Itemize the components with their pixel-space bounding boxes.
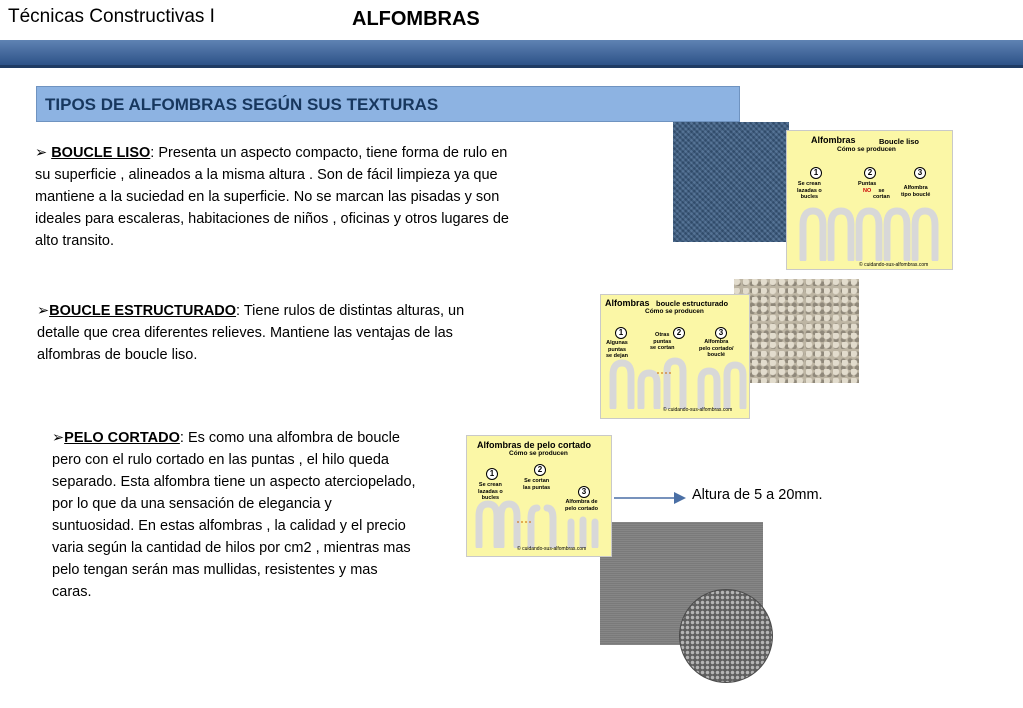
loops-illustration — [471, 498, 611, 548]
paragraph-boucle-estructurado — [37, 300, 467, 366]
page-title: ALFOMBRAS — [352, 8, 480, 30]
step-2-label-c: se cortan — [873, 187, 890, 200]
diagram-boucle-liso — [786, 130, 953, 270]
header-bar — [0, 40, 1023, 68]
step-3-icon: 3 — [914, 167, 926, 179]
diagram-copyright: © cuidando-sus-alfombras.com — [859, 262, 929, 268]
diagram-title: Alfombras de pelo cortado — [477, 440, 592, 450]
paragraph-pelo-cortado — [52, 427, 417, 603]
pelo-cortado-sample-disc — [680, 590, 772, 682]
term-boucle-estructurado: BOUCLE ESTRUCTURADO — [49, 303, 237, 319]
diagram-copyright: © cuidando-sus-alfombras.com — [517, 546, 587, 552]
section-title-box — [36, 86, 740, 122]
description-pelo-cortado: : Es como una alfombra de boucle pero con el rulo cortado en las puntas , el hilo queda separado. Esta alfombra tiene un aspecto aterciopelado, por lo que da una sensación de elegancia y suntuosidad. En estas alfombras , la calidad y el precio varia según la cantidad de hilos por cm2 , mientras mas pelo tengan serán mas mullidas, resistentes y mas caras. — [52, 430, 416, 600]
paragraph-boucle-liso — [35, 142, 510, 252]
step-3-label: Alfombra tipo bouclé — [901, 185, 931, 198]
description-boucle-estructurado: : Tiene rulos de distintas alturas, un detalle que crea diferentes relieves. Mantiene las ventajas de las alfombras de boucle liso. — [37, 303, 465, 363]
diagram-pelo-cortado — [466, 435, 612, 557]
course-title: Técnicas Constructivas I — [8, 6, 215, 27]
boucle-liso-texture-photo — [673, 122, 789, 242]
section-title: TIPOS DE ALFOMBRAS SEGÚN SUS TEXTURAS — [45, 95, 439, 114]
loops-illustration — [605, 357, 747, 409]
step-2-icon: 2 — [864, 167, 876, 179]
step-1-label: Algunas puntas se dejan — [606, 340, 629, 359]
step-2-label-a: Puntas — [858, 181, 877, 187]
diagram-copyright: © cuidando-sus-alfombras.com — [663, 407, 733, 413]
step-3-icon: 3 — [715, 327, 727, 339]
step-2-icon: 2 — [534, 464, 546, 476]
diagram-title: Alfombras — [605, 298, 650, 308]
step-2-label: Se cortan las puntas — [523, 478, 551, 491]
term-boucle-liso: BOUCLE LISO — [51, 145, 151, 161]
diagram-subtitle: Cómo se producen — [645, 308, 704, 315]
step-3-label: Alfombra de pelo cortado — [565, 499, 599, 512]
step-1-icon: 1 — [486, 468, 498, 480]
step-3-label: Alfombra pelo cortado/ bouclé — [699, 339, 734, 358]
diagram-subtitle: Cómo se producen — [837, 146, 896, 153]
step-1-icon: 1 — [810, 167, 822, 179]
loops-illustration — [793, 203, 948, 261]
step-2-label: Otras puntas se cortan — [650, 332, 675, 351]
diagram-title-type: Boucle liso — [879, 137, 920, 146]
bullet-icon: ➢ — [37, 303, 50, 319]
step-2-label-no: NO — [863, 187, 872, 194]
step-1-icon: 1 — [615, 327, 627, 339]
bullet-icon: ➢ — [52, 430, 65, 446]
term-pelo-cortado: PELO CORTADO — [64, 430, 180, 446]
arrow-icon — [612, 488, 688, 508]
boucle-estructurado-texture-photo — [734, 279, 859, 383]
diagram-title-type: boucle estructurado — [656, 299, 729, 308]
diagram-title: Alfombras — [811, 135, 856, 145]
step-2-icon: 2 — [673, 327, 685, 339]
step-1-label: Se crean lazadas o bucles — [478, 482, 503, 501]
description-boucle-liso: : Presenta un aspecto compacto, tiene forma de rulo en su superficie , alineados a la misma altura . Son de fácil limpieza ya que mantiene a la suciedad en la superficie. No se marcan las pisadas y son ideales para escaleras, habitaciones de niños , oficinas y otros lugares de alto transito. — [35, 145, 509, 249]
diagram-subtitle: Cómo se producen — [509, 450, 568, 457]
step-3-icon: 3 — [578, 486, 590, 498]
diagram-boucle-estructurado — [600, 294, 750, 419]
step-1-label: Se crean lazadas o bucles — [797, 181, 822, 200]
height-annotation: Altura de 5 a 20mm. — [692, 487, 823, 503]
bullet-icon: ➢ — [35, 145, 52, 161]
